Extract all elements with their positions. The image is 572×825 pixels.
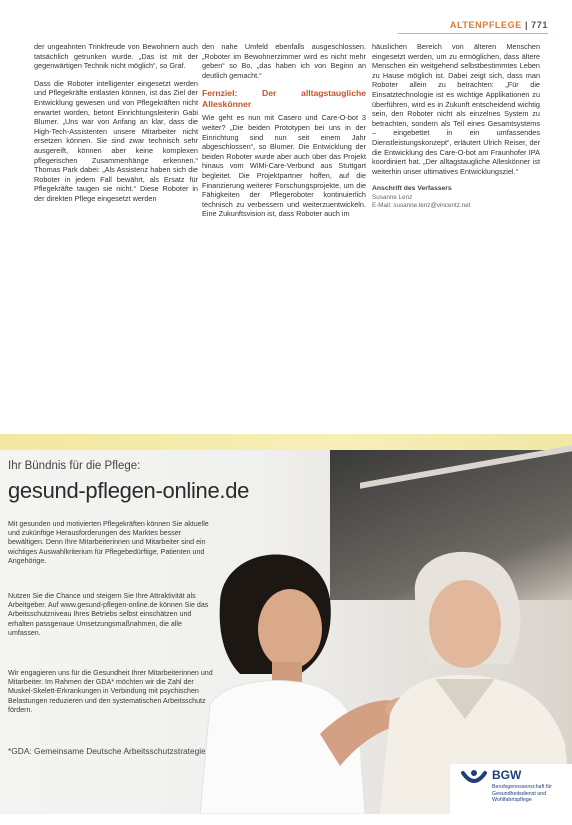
page-header: [450, 20, 548, 30]
senior-face: [429, 580, 501, 668]
section-title: ALTENPFLEGE: [449, 20, 522, 30]
ad-paragraph: Nutzen Sie die Chance und steigern Sie Ihre Attraktivität als Arbeitgeber. Auf www.gesund-pflegen-online.de können Sie das Arbeitsschutzniveau Ihres Betriebs selbst einschätzen und erhalten passgenaue Umsetzungsmaßnahmen, die alle umfassen.: [8, 592, 209, 637]
ad-paragraph: Wir engagieren uns für die Gesundheit Ihrer Mitarbeiterinnen und Mitarbeiter. Im Rahmen der GDA* möchten wir die Zahl der Muskel-Skelett-Erkrankungen in Verbindung mit psychischen Belastungen reduzieren und den systematischen Arbeitsschutz fördern.: [8, 669, 213, 714]
sponsor-name: BGW: [492, 768, 522, 782]
ad-paragraph: Mit gesunden und motivierten Pflegekräften können Sie aktuelle und zukünftige Herausforderungen des Marktes besser bewältigen. Denn Ihre Mitarbeiterinnen und Mitarbeiter sind ein wichtiges Auswahlkriterium für Pflegebedürftige, Patienten und Angehörige.: [8, 520, 209, 565]
article-column-1: [34, 42, 198, 212]
page-number: 771: [531, 20, 548, 30]
bgw-logo-icon: [460, 769, 488, 791]
article-column-2: [202, 42, 366, 227]
ad-footnote: *GDA: Gemeinsame Deutsche Arbeitsschutzstrategie: [8, 746, 206, 756]
article-column-3: [372, 42, 540, 211]
caregiver-face: [258, 589, 322, 669]
ad-pitch: Ihr Bündnis für die Pflege:: [8, 460, 141, 472]
sponsor-subtitle: Berufsgenossenschaft für Gesundheitsdienst und Wohlfahrtspflege: [492, 784, 553, 804]
paragraph: Dass die Roboter intelligenter eingesetzt werden und Pflegekräfte entlasten können, ist das Ziel der Entwicklung gewesen und von Pflegekräften nicht erwartet worden, betont Einrichtungsleiterin Gabi Blumer. „Uns war von Anfang an klar, dass die High-Tech-Assistenten unsere Mitarbeiter nicht ersetzen können. Sie sind zwar technisch sehr ausgereift, können aber keine komplexen pflegerischen Zusammenhänge erkennen.“ Thomas Park dabei: „Als Assistenz haben sich die Roboter in jedem Fall bewährt, als Ersatz für Pflegekräfte taugen sie nicht.“ Diese Roboter in der direkten Pflege eingesetzt werden: [34, 78, 198, 203]
paragraph: der ungeahnten Trinkfreude von Bewohnern auch tatsächlich getrunken wurde. „Das ist mit der gegenwärtigen Technik nicht möglich“, so Graf.: [34, 42, 198, 71]
author-heading: Anschrift des Verfassers: [372, 185, 452, 193]
article-subheading: Fernziel: Der alltagstaugliche Alleskönner: [202, 88, 366, 109]
paragraph: Wie geht es nun mit Casero und Care-O-bot 3 weiter? „Die beiden Prototypen bei uns in der Einrichtung sind nun seit einem Jahr abgeschlossen“, so Blumer. Die Entwicklung der beiden Roboter wurde aber auch über das Projekt hinaus vom WiMi-Care-Verbund aus Stuttgart begleitet. Die Projektpartner hoffen, auf die Finanzierung weiterer Forschungsprojekte, um die Fähigkeiten der Pflegeroboter kontinuierlich technisch zu verbessern und weiterzuentwickeln. Eine Zukunftsvision ist, dass Roboter auch im: [202, 113, 366, 219]
author-email[interactable]: E-Mail: susanne.lenz@vincentz.net: [372, 202, 471, 210]
ad-domain-link[interactable]: gesund-pflegen-online.de: [8, 478, 250, 503]
header-separator: |: [524, 20, 529, 30]
paragraph: häuslichen Bereich von älteren Menschen eingesetzt werden, um zu ermöglichen, dass ältere Menschen ein weitgehend selbstbestimmtes Leben zu Hause möglich ist. Dabei zeigt sich, dass man Roboter allein zu betrachten: „Für die Einsatztechnologie ist es wichtige Applikationen zu überführen, wird es in Zukunft entscheidend wichtig sein, den Roboter nicht als einzelnes System zu betrachten, sondern als Teil eines Gesamtsystems – eingebettet in ein umfassendes Dienstleistungskonzept“, erläutert Ulrich Reiser, der die Entwicklung des Care-O-bot am Fraunhofer IPA koordiniert hat. „Der alltagstaugliche Alleskönner ist weiterhin unser ultimatives Entwicklungsziel.“: [372, 42, 540, 176]
ad-top-stripe: [0, 434, 572, 450]
header-rule: [398, 33, 548, 34]
paragraph: den nahe Umfeld ebenfalls ausgeschlossen. „Roboter im Bewohnerzimmer wird es nicht mehr geben“ so Bo, „das haben ich von Beginn an deutlich gemacht.“: [202, 42, 366, 80]
advertisement: [0, 434, 572, 814]
author-name: Susanne Lenz: [372, 193, 413, 201]
